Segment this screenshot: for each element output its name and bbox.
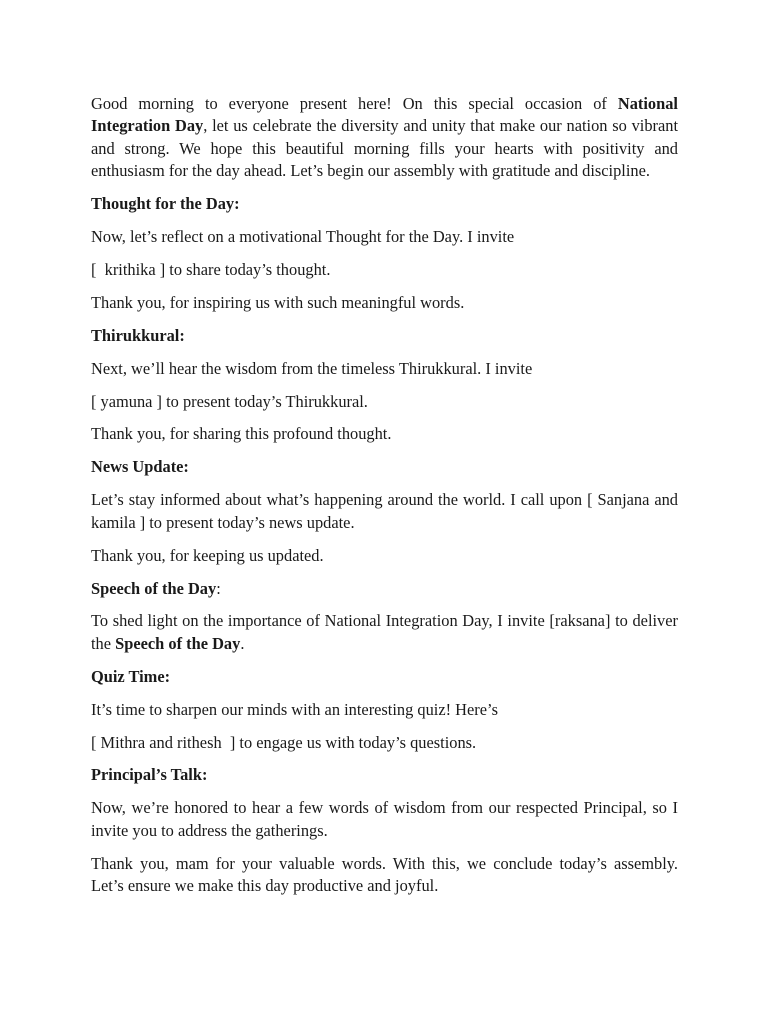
document-page xyxy=(91,93,678,908)
speech-text-1: To shed light on the importance of National Integration Day, I invite [raksana] to deliver the xyxy=(91,611,678,653)
news-heading: News Update: xyxy=(91,457,189,477)
news-line-2: Thank you, for keeping us updated. xyxy=(91,545,324,565)
thirukkural-line-2: [ yamuna ] to present today’s Thirukkural. xyxy=(91,391,368,411)
thought-line-1: Now, let’s reflect on a motivational Thought for the Day. I invite xyxy=(91,227,515,247)
principal-line-2: Thank you, mam for your valuable words. With this, we conclude today’s assembly. Let’s ensure we make this day productive and joyful. xyxy=(91,853,678,896)
intro-bold-event: National Integration Day xyxy=(91,94,678,136)
thirukkural-line-1: Next, we’ll hear the wisdom from the timeless Thirukkural. I invite xyxy=(91,358,533,378)
thought-line-2: [ krithika ] to share today’s thought. xyxy=(91,259,331,279)
speech-heading-colon: : xyxy=(216,578,221,598)
speech-heading xyxy=(91,578,678,600)
thirukkural-heading: Thirukkural: xyxy=(91,325,185,345)
thirukkural-line-3: Thank you, for sharing this profound thought. xyxy=(91,424,392,444)
quiz-line-2: [ Mithra and rithesh ] to engage us with today’s questions. xyxy=(91,732,477,752)
speech-bold: Speech of the Day xyxy=(115,633,241,653)
thought-heading: Thought for the Day: xyxy=(91,194,240,214)
intro-paragraph xyxy=(91,93,678,183)
thought-line-3: Thank you, for inspiring us with such meaningful words. xyxy=(91,292,465,312)
principal-heading: Principal’s Talk: xyxy=(91,765,208,785)
quiz-heading: Quiz Time: xyxy=(91,666,171,686)
intro-text-2: , let us celebrate the diversity and unity that make our nation so vibrant and strong. We hope this beautiful morning fills your hearts with positivity and enthusiasm for the day ahead. Let’s begin our assembly with gratitude and discipline. xyxy=(91,116,679,181)
principal-line-1: Now, we’re honored to hear a few words of wisdom from our respected Principal, so I invite you to address the gatherings. xyxy=(91,798,678,840)
speech-heading-bold: Speech of the Day xyxy=(91,578,217,598)
news-line-1: Let’s stay informed about what’s happening around the world. I call upon [ Sanjana and kamila ] to present today’s news update. xyxy=(91,490,678,532)
speech-paragraph xyxy=(91,610,678,655)
speech-text-2: . xyxy=(240,633,245,653)
intro-text-1: Good morning to everyone present here! On this special occasion of xyxy=(91,94,618,113)
quiz-line-1: It’s time to sharpen our minds with an interesting quiz! Here’s xyxy=(91,699,498,719)
